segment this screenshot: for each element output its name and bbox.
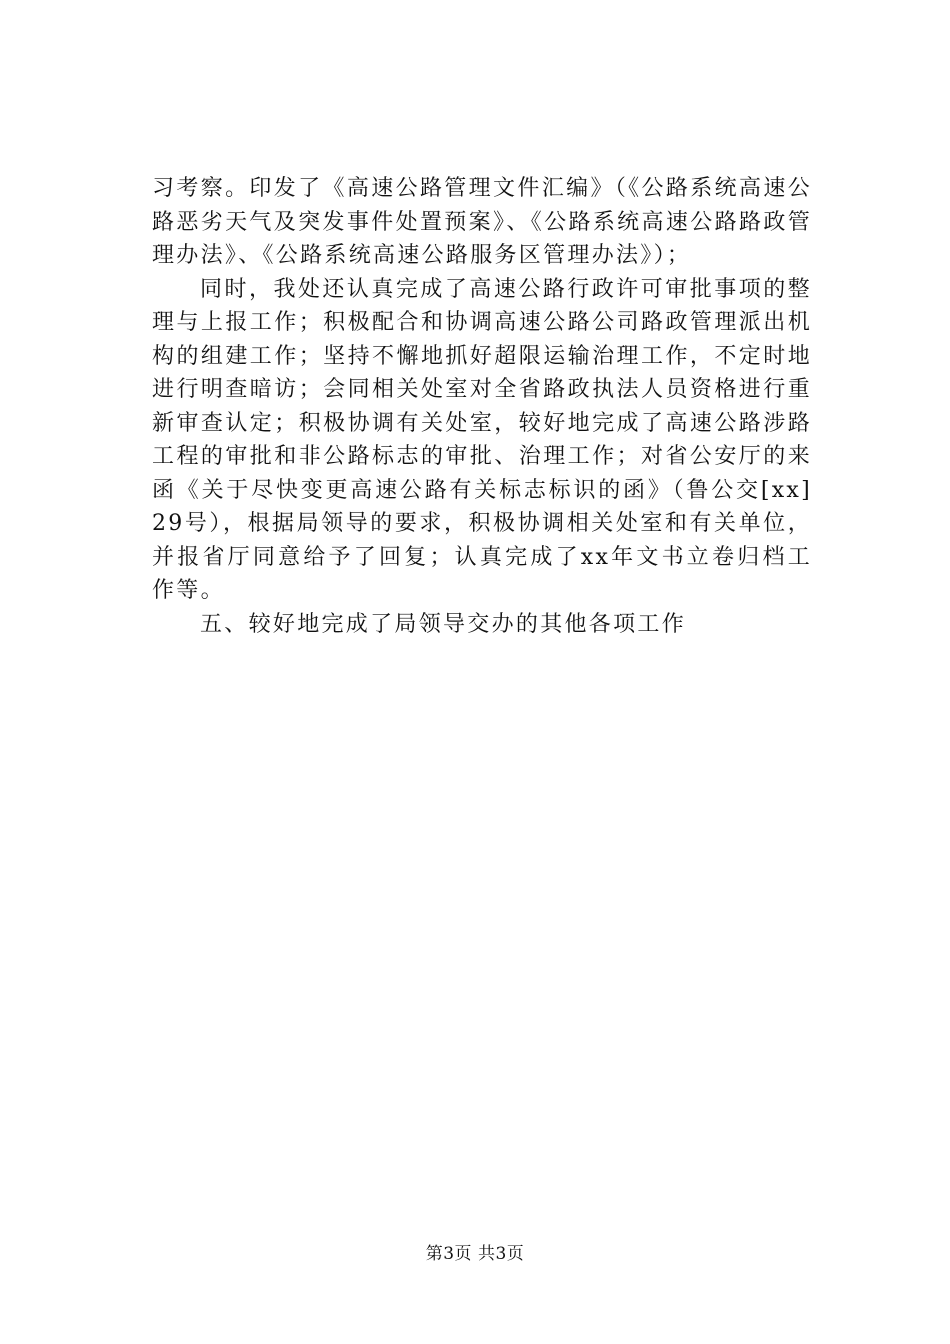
document-body xyxy=(152,172,812,641)
paragraph-work-summary: 同时，我处还认真完成了高速公路行政许可审批事项的整理与上报工作；积极配合和协调高速公路公司路政管理派出机构的组建工作；坚持不懈地抓好超限运输治理工作，不定时地进行明查暗访；会同相关处室对全省路政执法人员资格进行重新审查认定；积极协调有关处室，较好地完成了高速公路涉路工程的审批和非公路标志的审批、治理工作；对省公安厅的来函《关于尽快变更高速公路有关标志标识的函》（鲁公交[xx]29号），根据局领导的要求，积极协调相关处室和有关单位，并报省厅同意给予了回复；认真完成了xx年文书立卷归档工作等。 xyxy=(152,276,812,603)
page-footer: 第3页 共3页 xyxy=(425,1244,525,1264)
section-heading-five: 五、较好地完成了局领导交办的其他各项工作 xyxy=(200,611,687,637)
paragraph-continuation: 习考察。印发了《高速公路管理文件汇编》（《公路系统高速公路恶劣天气及突发事件处置预案》、《公路系统高速公路路政管理办法》、《公路系统高速公路服务区管理办法》）； xyxy=(152,176,812,268)
